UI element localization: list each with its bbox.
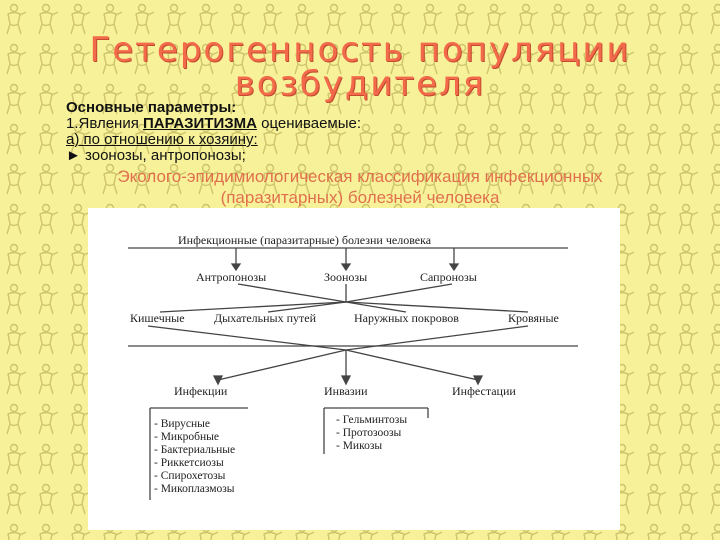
intestinal-label: Кишечные <box>130 311 185 325</box>
infestations-label: Инфестации <box>452 384 516 398</box>
parameters-block <box>66 100 686 164</box>
list-item: - Бактериальные <box>154 444 236 456</box>
page-title-line-2: возбудителя <box>234 64 486 104</box>
zoonoses-line: ► зоонозы, антропонозы; <box>66 147 246 164</box>
list-item: - Микробные <box>154 431 220 443</box>
parasitism-keyword: ПАРАЗИТИЗМА <box>143 115 257 132</box>
list-item: - Вирусные <box>154 418 210 430</box>
list-item: - Протозоозы <box>336 427 402 439</box>
parasitism-suffix: оцениваемые: <box>257 115 362 132</box>
list-item: - Гельминтозы <box>336 414 408 426</box>
invasions-list <box>336 414 407 453</box>
external-covers-label: Наружных покровов <box>354 311 459 325</box>
subtitle-line-1: Эколого-эпидимиологическая классификация инфекционных <box>117 167 603 186</box>
parasitism-prefix: 1.Явления <box>66 115 144 132</box>
page-title-line-1: Гетерогенность популяции <box>89 30 631 70</box>
list-item: - Микозы <box>336 440 383 452</box>
infections-list <box>154 418 235 496</box>
parasitism-line <box>66 116 686 132</box>
invasions-label: Инвазии <box>324 384 368 398</box>
list-item: - Микоплазмозы <box>154 483 235 495</box>
parameters-heading: Основные параметры: <box>66 99 237 116</box>
blood-label: Кровяные <box>508 311 559 325</box>
classification-subtitle <box>60 166 660 208</box>
classification-diagram <box>88 208 620 530</box>
subtitle-line-2: (паразитарных) болезней человека <box>220 188 500 207</box>
scheme-top-label: Инфекционные (паразитарные) болезни человека <box>178 233 432 247</box>
infections-label: Инфекции <box>174 384 228 398</box>
respiratory-label: Дыхательных путей <box>214 311 317 325</box>
anthroponoses-label: Антропонозы <box>196 270 267 284</box>
zoonoses-label: Зоонозы <box>324 270 368 284</box>
list-item: - Риккетсиозы <box>154 457 224 469</box>
list-item: - Спирохетозы <box>154 470 226 482</box>
sapronoses-label: Сапронозы <box>420 270 477 284</box>
host-relation-line: а) по отношению к хозяину: <box>66 131 258 148</box>
